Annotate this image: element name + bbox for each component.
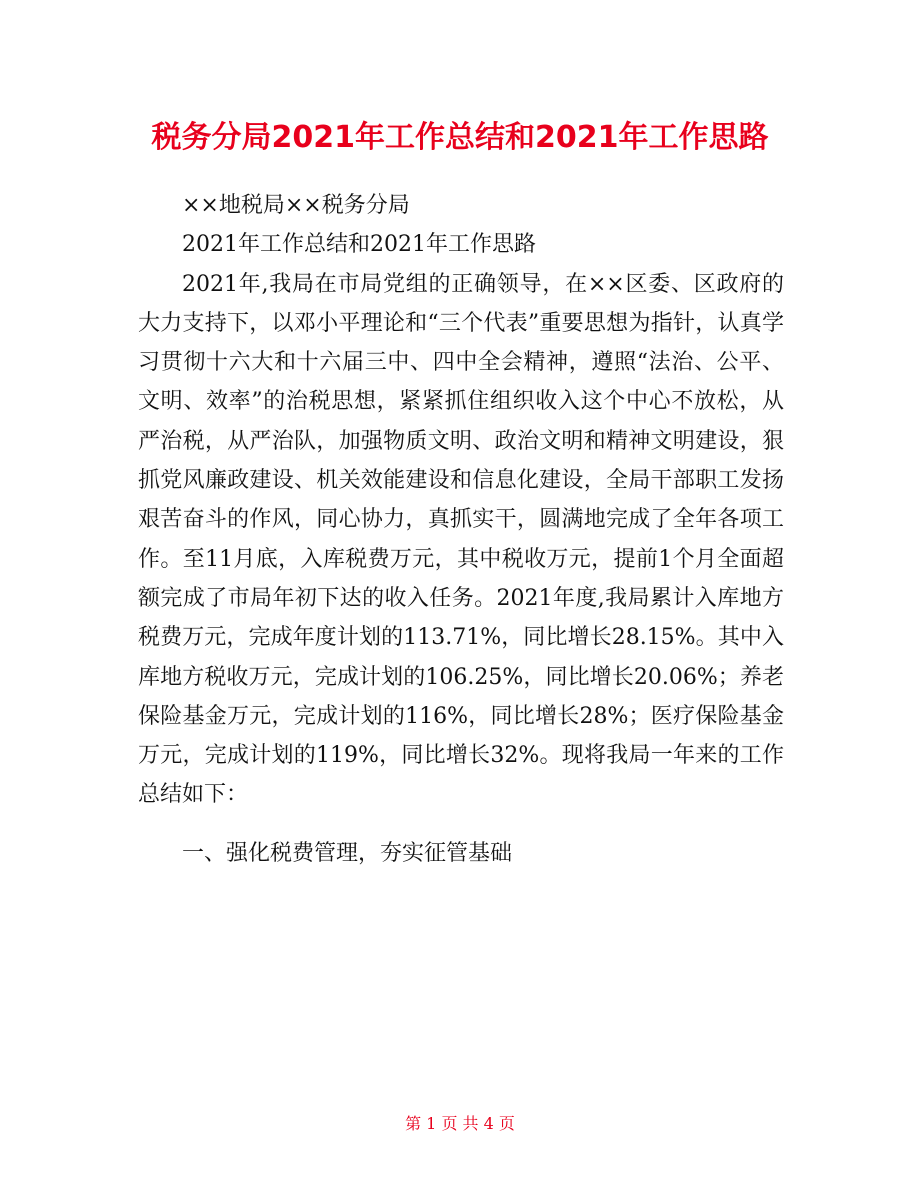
document-title: 税务分局2021年工作总结和2021年工作思路 — [151, 120, 769, 155]
page-number-footer: 第 1 页 共 4 页 — [405, 1114, 515, 1133]
document-body — [138, 186, 784, 873]
paragraph-spacer — [138, 815, 784, 834]
subtitle-line: 2021年工作总结和2021年工作思路 — [182, 232, 536, 258]
section-heading: 一、强化税费管理，夯实征管基础 — [182, 840, 513, 866]
issuer-line: ××地税局××税务分局 — [182, 193, 410, 218]
summary-paragraph: 2021年,我局在市局党组的正确领导，在××区委、区政府的大力支持下，以邓小平理论和“三个代表”重要思想为指针，认真学习贯彻十六大和十六届三中、四中全会精神，遵照“法治、公平、文明、效率”的治税思想，紧紧抓住组织收入这个中心不放松，从严治税，从严治队，加强物质文明、政治文明和精神文明建设，狠抓党风廉政建设、机关效能建设和信息化建设，全局干部职工发扬艰苦奋斗的作风，同心协力，真抓实干，圆满地完成了全年各项工作。至11月底，入库税费万元，其中税收万元，提前1个月全面超额完成了市局年初下达的收入任务。2021年度,我局累计入库地方税费万元，完成年度计划的113.71%，同比增长28.15%。其中入库地方税收万元，完成计划的106.25%，同比增长20.06%；养老保险基金万元，完成计划的116%，同比增长28%；医疗保险基金万元，完成计划的119%，同比增长32%。现将我局一年来的工作总结如下： — [138, 271, 784, 808]
